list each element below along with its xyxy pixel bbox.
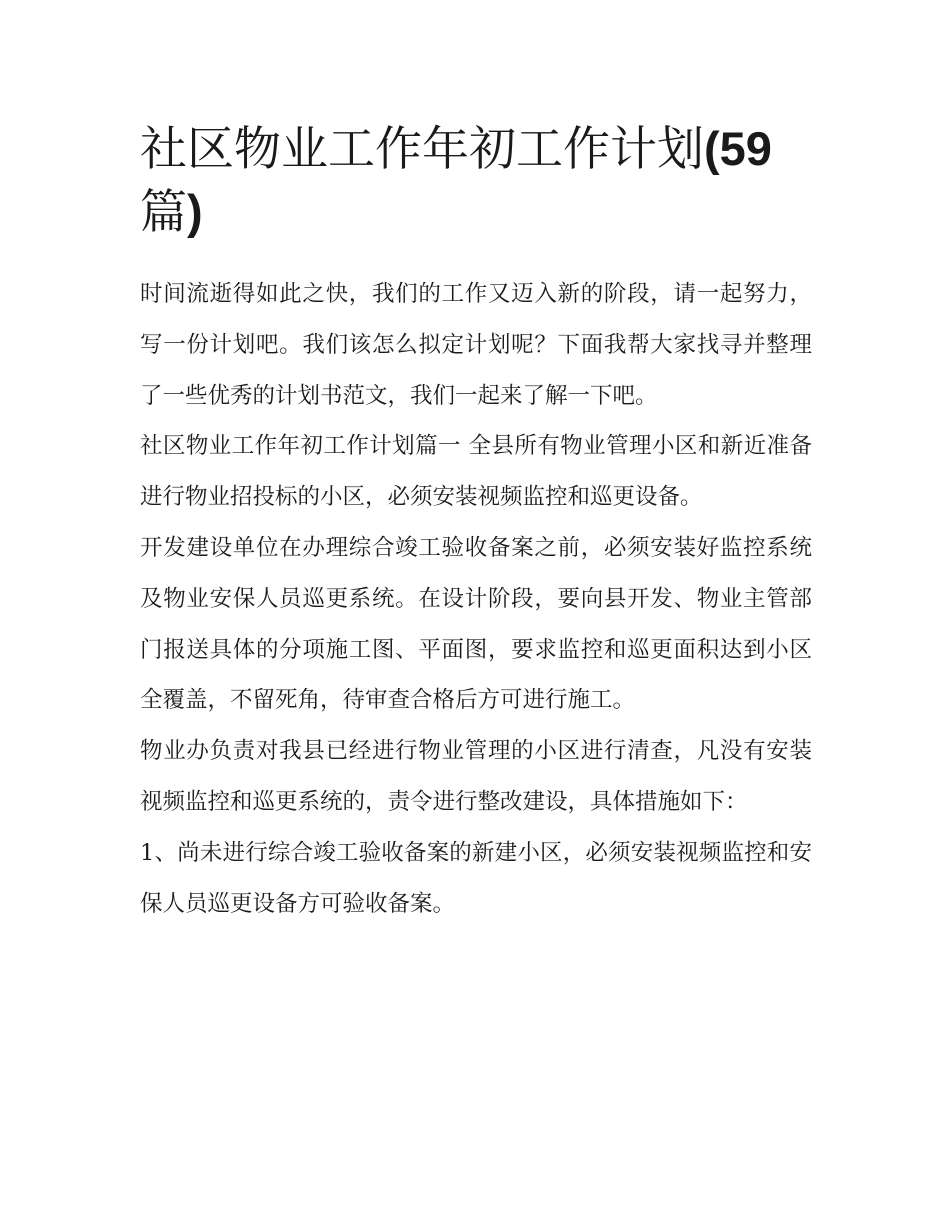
document-page <box>140 118 812 929</box>
title-count: (59 <box>704 122 772 175</box>
title-close-paren: ) <box>187 185 203 238</box>
paragraph-intro: 时间流逝得如此之快，我们的工作又迈入新的阶段，请一起努力，写一份计划吧。我们该怎么拟定计划呢？下面我帮大家找寻并整理了一些优秀的计划书范文，我们一起来了解一下吧。 <box>140 281 812 409</box>
title-count-unit: 篇 <box>140 185 187 240</box>
title-text: 社区物业工作年初工作计划 <box>140 122 704 177</box>
paragraph-plan-one: 社区物业工作年初工作计划篇一 全县所有物业管理小区和新近准备进行物业招投标的小区，必须安装视频监控和巡更设备。 <box>140 433 812 511</box>
paragraph-developer: 开发建设单位在办理综合竣工验收备案之前，必须安装好监控系统及物业安保人员巡更系统。在设计阶段，要向县开发、物业主管部门报送具体的分项施工图、平面图，要求监控和巡更面积达到小区全覆盖，不留死角，待审查合格后方可进行施工。 <box>140 534 812 714</box>
paragraph-property-office: 物业办负责对我县已经进行物业管理的小区进行清查，凡没有安装视频监控和巡更系统的，责令进行整改建设，具体措施如下： <box>140 738 812 815</box>
paragraph-item-1: 1、尚未进行综合竣工验收备案的新建小区，必须安装视频监控和安保人员巡更设备方可验收备案。 <box>140 839 812 917</box>
document-title <box>140 118 812 244</box>
